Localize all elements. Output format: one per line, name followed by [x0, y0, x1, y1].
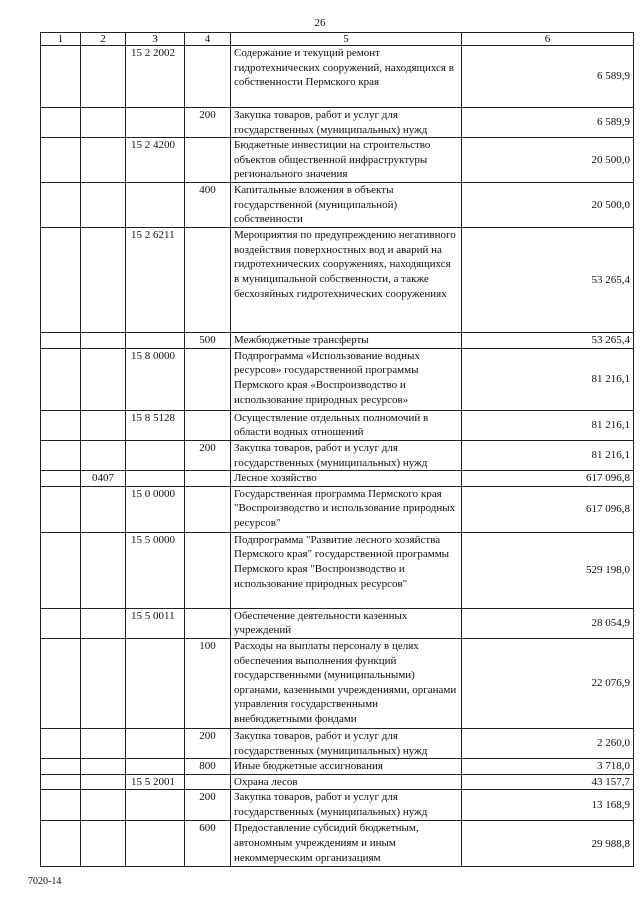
table-row — [41, 608, 634, 638]
table-row — [41, 532, 634, 608]
target-article: 15 2 2002 — [126, 46, 185, 108]
item-name: Иные бюджетные ассигнования — [231, 759, 462, 775]
section-code — [81, 728, 126, 758]
target-article: 15 2 4200 — [126, 138, 185, 183]
expense-type — [185, 348, 231, 410]
amount: 3 718,0 — [462, 759, 634, 775]
item-name: Осуществление отдельных полномочий в области водных отношений — [231, 410, 462, 440]
target-article: 15 8 5128 — [126, 410, 185, 440]
expense-type — [185, 138, 231, 183]
amount: 6 589,9 — [462, 46, 634, 108]
section-code — [81, 638, 126, 728]
section-code — [81, 486, 126, 532]
document-code: 7020-14 — [28, 876, 62, 887]
target-article — [126, 183, 185, 228]
table-row — [41, 471, 634, 487]
amount: 53 265,4 — [462, 228, 634, 333]
section-code — [81, 774, 126, 790]
table-row — [41, 333, 634, 349]
item-name: Закупка товаров, работ и услуг для государственных (муниципальных) нужд — [231, 728, 462, 758]
table-row — [41, 228, 634, 333]
expense-type — [185, 486, 231, 532]
table-row — [41, 410, 634, 440]
amount: 28 054,9 — [462, 608, 634, 638]
col1-cell — [41, 638, 81, 728]
column-number: 1 — [41, 33, 81, 46]
expense-type: 200 — [185, 108, 231, 138]
col1-cell — [41, 108, 81, 138]
table-body — [41, 46, 634, 867]
expense-type — [185, 46, 231, 108]
target-article — [126, 728, 185, 758]
col1-cell — [41, 532, 81, 608]
section-code — [81, 532, 126, 608]
item-name: Расходы на выплаты персоналу в целях обеспечения выполнения функций государственными (муниципальными) органами, казенными учреждениями, органами управления государственными внебюджетными фондами — [231, 638, 462, 728]
section-code — [81, 440, 126, 470]
col1-cell — [41, 608, 81, 638]
col1-cell — [41, 333, 81, 349]
col1-cell — [41, 138, 81, 183]
target-article: 15 2 6211 — [126, 228, 185, 333]
amount: 81 216,1 — [462, 440, 634, 470]
table-row — [41, 728, 634, 758]
section-code — [81, 821, 126, 867]
expense-type: 200 — [185, 728, 231, 758]
item-name: Обеспечение деятельности казенных учреждений — [231, 608, 462, 638]
table-row — [41, 440, 634, 470]
amount: 53 265,4 — [462, 333, 634, 349]
col1-cell — [41, 759, 81, 775]
item-name: Государственная программа Пермского края "Воспроизводство и использование природных ресурсов" — [231, 486, 462, 532]
section-code: 0407 — [81, 471, 126, 487]
amount: 81 216,1 — [462, 410, 634, 440]
col1-cell — [41, 183, 81, 228]
expense-type: 200 — [185, 440, 231, 470]
target-article: 15 5 2001 — [126, 774, 185, 790]
table-row — [41, 790, 634, 821]
item-name: Подпрограмма "Развитие лесного хозяйства Пермского края" государственной программы Пермского края "Воспроизводство и использование природных ресурсов" — [231, 532, 462, 608]
item-name: Предоставление субсидий бюджетным, автономным учреждениям и иным некоммерческим организациям — [231, 821, 462, 867]
target-article — [126, 471, 185, 487]
expense-type — [185, 228, 231, 333]
col1-cell — [41, 821, 81, 867]
section-code — [81, 138, 126, 183]
col1-cell — [41, 440, 81, 470]
amount: 617 096,8 — [462, 486, 634, 532]
col1-cell — [41, 728, 81, 758]
target-article — [126, 790, 185, 821]
target-article: 15 8 0000 — [126, 348, 185, 410]
table-row — [41, 486, 634, 532]
budget-table — [40, 32, 634, 867]
amount: 20 500,0 — [462, 138, 634, 183]
col1-cell — [41, 348, 81, 410]
table-row — [41, 348, 634, 410]
col1-cell — [41, 486, 81, 532]
item-name: Межбюджетные трансферты — [231, 333, 462, 349]
target-article — [126, 821, 185, 867]
table-row — [41, 774, 634, 790]
section-code — [81, 790, 126, 821]
column-number: 5 — [231, 33, 462, 46]
section-code — [81, 608, 126, 638]
table-row — [41, 183, 634, 228]
table-row — [41, 108, 634, 138]
section-code — [81, 183, 126, 228]
col1-cell — [41, 774, 81, 790]
expense-type: 600 — [185, 821, 231, 867]
section-code — [81, 759, 126, 775]
expense-type — [185, 774, 231, 790]
amount: 617 096,8 — [462, 471, 634, 487]
col1-cell — [41, 471, 81, 487]
table-row — [41, 821, 634, 867]
expense-type — [185, 471, 231, 487]
amount: 22 076,9 — [462, 638, 634, 728]
amount: 29 988,8 — [462, 821, 634, 867]
expense-type: 500 — [185, 333, 231, 349]
target-article — [126, 440, 185, 470]
item-name: Содержание и текущий ремонт гидротехнических сооружений, находящихся в собственности Пермского края — [231, 46, 462, 108]
target-article — [126, 108, 185, 138]
budget-table-container — [40, 32, 633, 867]
target-article: 15 5 0011 — [126, 608, 185, 638]
table-row — [41, 759, 634, 775]
item-name: Мероприятия по предупреждению негативного воздействия поверхностных вод и аварий на гидротехнических сооружениях, находящихся в муниципальной собственности, а также бесхозяйных гидротехнических сооружениях — [231, 228, 462, 333]
table-row — [41, 138, 634, 183]
item-name: Закупка товаров, работ и услуг для государственных (муниципальных) нужд — [231, 108, 462, 138]
col1-cell — [41, 790, 81, 821]
expense-type: 200 — [185, 790, 231, 821]
expense-type: 400 — [185, 183, 231, 228]
target-article — [126, 759, 185, 775]
target-article — [126, 333, 185, 349]
section-code — [81, 348, 126, 410]
item-name: Капитальные вложения в объекты государственной (муниципальной) собственности — [231, 183, 462, 228]
section-code — [81, 46, 126, 108]
table-row — [41, 638, 634, 728]
expense-type: 800 — [185, 759, 231, 775]
section-code — [81, 108, 126, 138]
amount: 81 216,1 — [462, 348, 634, 410]
col1-cell — [41, 410, 81, 440]
amount: 13 168,9 — [462, 790, 634, 821]
expense-type: 100 — [185, 638, 231, 728]
amount: 529 198,0 — [462, 532, 634, 608]
expense-type — [185, 532, 231, 608]
section-code — [81, 410, 126, 440]
amount: 43 157,7 — [462, 774, 634, 790]
expense-type — [185, 410, 231, 440]
target-article: 15 5 0000 — [126, 532, 185, 608]
column-number: 2 — [81, 33, 126, 46]
target-article: 15 0 0000 — [126, 486, 185, 532]
amount: 20 500,0 — [462, 183, 634, 228]
column-number: 4 — [185, 33, 231, 46]
expense-type — [185, 608, 231, 638]
item-name: Лесное хозяйство — [231, 471, 462, 487]
amount: 2 260,0 — [462, 728, 634, 758]
col1-cell — [41, 46, 81, 108]
table-row — [41, 46, 634, 108]
section-code — [81, 333, 126, 349]
item-name: Закупка товаров, работ и услуг для государственных (муниципальных) нужд — [231, 790, 462, 821]
col1-cell — [41, 228, 81, 333]
item-name: Закупка товаров, работ и услуг для государственных (муниципальных) нужд — [231, 440, 462, 470]
column-number: 6 — [462, 33, 634, 46]
column-number-row — [41, 33, 634, 46]
item-name: Охрана лесов — [231, 774, 462, 790]
column-number: 3 — [126, 33, 185, 46]
item-name: Бюджетные инвестиции на строительство объектов общественной инфраструктуры регионального значения — [231, 138, 462, 183]
amount: 6 589,9 — [462, 108, 634, 138]
section-code — [81, 228, 126, 333]
item-name: Подпрограмма «Использование водных ресурсов» государственной программы Пермского края «Воспроизводство и использование природных ресурсов» — [231, 348, 462, 410]
page-number: 26 — [314, 17, 326, 29]
target-article — [126, 638, 185, 728]
